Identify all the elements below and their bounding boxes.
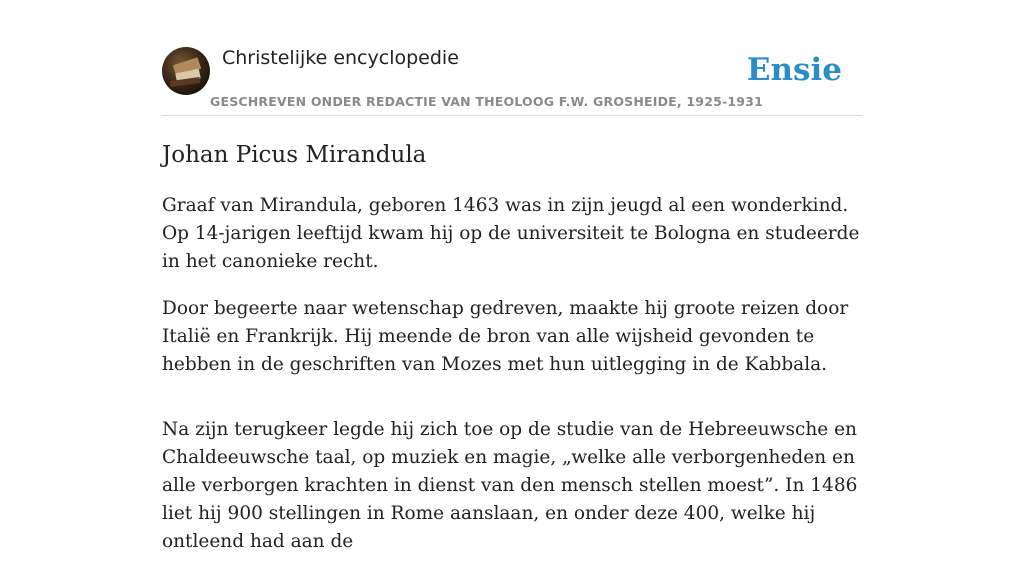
article-paragraph: Graaf van Mirandula, geboren 1463 was in zijn jeugd al een wonderkind. Op 14-jarigen leeftijd kwam hij op de universiteit te Bologna en studeerde in het canonieke recht. bbox=[162, 195, 860, 272]
site-subtitle: GESCHREVEN ONDER REDACTIE VAN THEOLOOG F.W. GROSHEIDE, 1925-1931 bbox=[210, 94, 763, 109]
book-shape bbox=[170, 77, 201, 87]
ensie-logo-link[interactable]: Ensie bbox=[746, 52, 842, 88]
article-paragraph: Na zijn terugkeer legde hij zich toe op de studie van de Hebreeuwsche en Chaldeeuwsche taal, op muziek en magie, „welke alle verborgenheden en alle verborgen krachten in dienst van den mensch stellen moest”. In 1486 liet hij 900 stellingen in Rome aanslaan, en onder deze 400, welke hij ontleend had aan de bbox=[162, 419, 858, 552]
article-title: Johan Picus Mirandula bbox=[162, 142, 427, 168]
site-header bbox=[162, 44, 862, 116]
article-paragraph: Door begeerte naar wetenschap gedreven, maakte hij groote reizen door Italië en Frankrijk. Hij meende de bron van alle wijsheid gevonden te hebben in de geschriften van Mozes met hun uitlegging in de Kabbala. bbox=[162, 298, 849, 375]
article bbox=[162, 140, 862, 575]
books-avatar-icon[interactable] bbox=[162, 47, 210, 95]
site-title-link[interactable]: Christelijke encyclopedie bbox=[222, 47, 459, 69]
